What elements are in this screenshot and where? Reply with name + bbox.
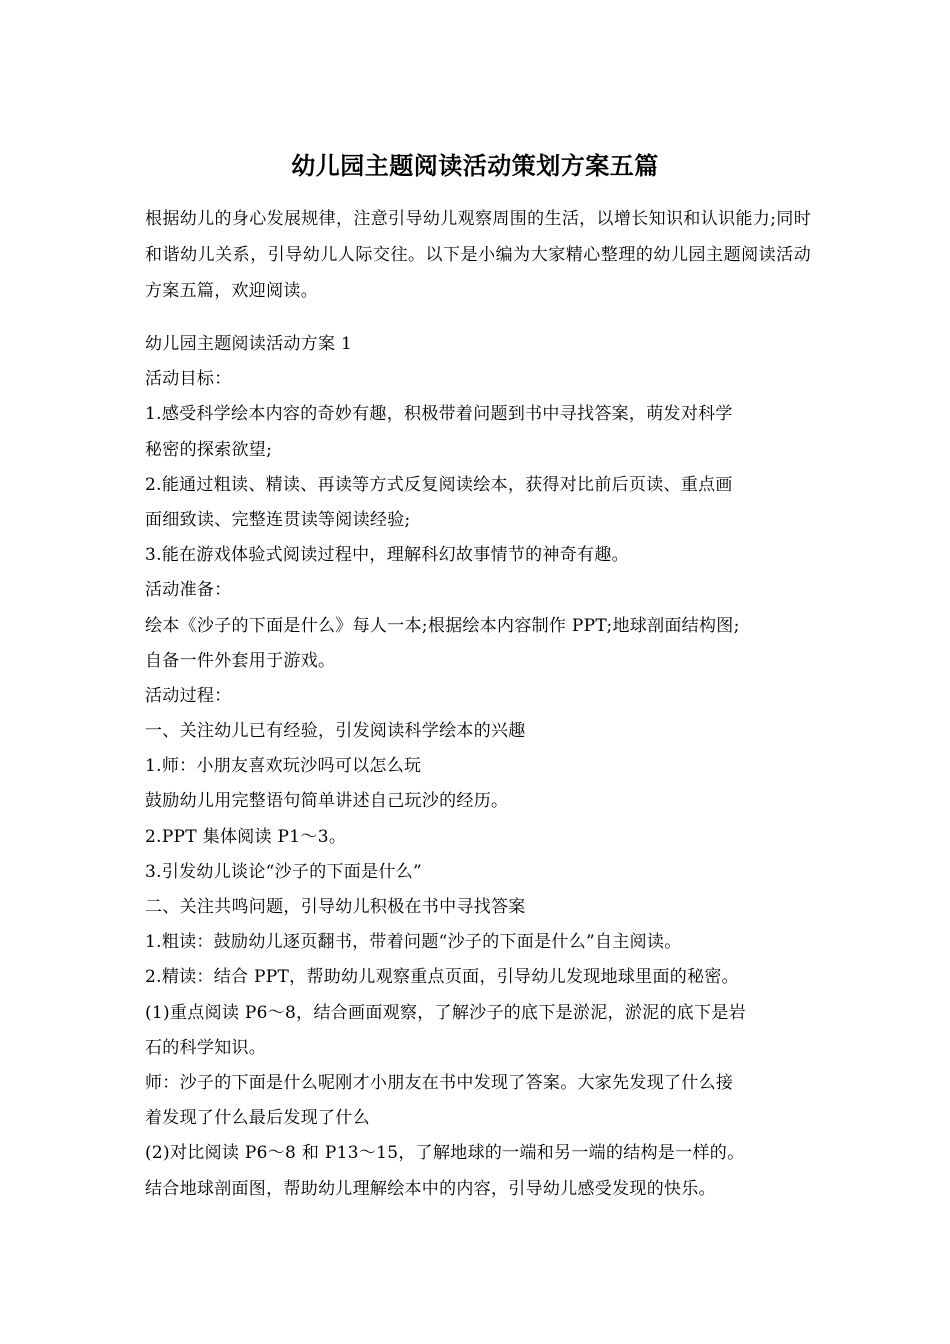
text-line: 3.能在游戏体验式阅读过程中，理解科幻故事情节的神奇有趣。 bbox=[145, 545, 629, 566]
text-line: 活动准备： bbox=[145, 580, 232, 601]
document-title: 幼儿园主题阅读活动策划方案五篇 bbox=[291, 151, 659, 181]
text-line: 自备一件外套用于游戏。 bbox=[145, 650, 336, 671]
text-line: (1)重点阅读 P6～8，结合画面观察，了解沙子的底下是淤泥，淤泥的底下是岩 bbox=[145, 1002, 746, 1023]
text-line: 鼓励幼儿用完整语句简单讲述自己玩沙的经历。 bbox=[145, 791, 509, 812]
body-text bbox=[145, 327, 811, 1207]
text-line: 着发现了什么最后发现了什么 bbox=[145, 1108, 370, 1129]
intro-paragraph: 根据幼儿的身心发展规律，注意引导幼儿观察周围的生活，以增长知识和认识能力;同时和谐幼儿关系，引导幼儿人际交往。以下是小编为大家精心整理的幼儿园主题阅读活动方案五篇，欢迎阅读。 bbox=[145, 209, 811, 301]
text-line: 师：沙子的下面是什么呢刚才小朋友在书中发现了答案。大家先发现了什么接 bbox=[145, 1072, 734, 1093]
text-line: 幼儿园主题阅读活动方案 1 bbox=[145, 334, 353, 354]
text-line: 2.能通过粗读、精读、再读等方式反复阅读绘本，获得对比前后页读、重点画 bbox=[145, 474, 733, 495]
text-line: 1.感受科学绘本内容的奇妙有趣，积极带着问题到书中寻找答案，萌发对科学 bbox=[145, 404, 733, 425]
text-line: 结合地球剖面图，帮助幼儿理解绘本中的内容，引导幼儿感受发现的快乐。 bbox=[145, 1178, 716, 1199]
text-line: 3.引发幼儿谈论“沙子的下面是什么” bbox=[145, 861, 423, 882]
text-line: 活动过程： bbox=[145, 685, 232, 706]
text-line: 二、关注共鸣问题，引导幼儿积极在书中寻找答案 bbox=[145, 897, 526, 917]
text-line: 秘密的探索欲望; bbox=[145, 439, 273, 460]
text-line: 石的科学知识。 bbox=[145, 1037, 267, 1058]
text-line: 2.精读：结合 PPT，帮助幼儿观察重点页面，引导幼儿发现地球里面的秘密。 bbox=[145, 967, 739, 988]
text-line: 面细致读、完整连贯读等阅读经验; bbox=[145, 509, 411, 530]
text-line: (2)对比阅读 P6～8 和 P13～15，了解地球的一端和另一端的结构是一样的。 bbox=[145, 1143, 745, 1164]
text-line: 1.粗读：鼓励幼儿逐页翻书，带着问题“沙子的下面是什么”自主阅读。 bbox=[145, 932, 682, 953]
text-line: 一、关注幼儿已有经验，引发阅读科学绘本的兴趣 bbox=[145, 721, 526, 742]
text-line: 2.PPT 集体阅读 P1～3。 bbox=[145, 826, 347, 847]
text-line: 绘本《沙子的下面是什么》每人一本;根据绘本内容制作 PPT;地球剖面结构图; bbox=[145, 615, 740, 636]
text-line: 1.师：小朋友喜欢玩沙吗可以怎么玩 bbox=[145, 756, 422, 777]
text-line: 活动目标： bbox=[145, 369, 232, 390]
